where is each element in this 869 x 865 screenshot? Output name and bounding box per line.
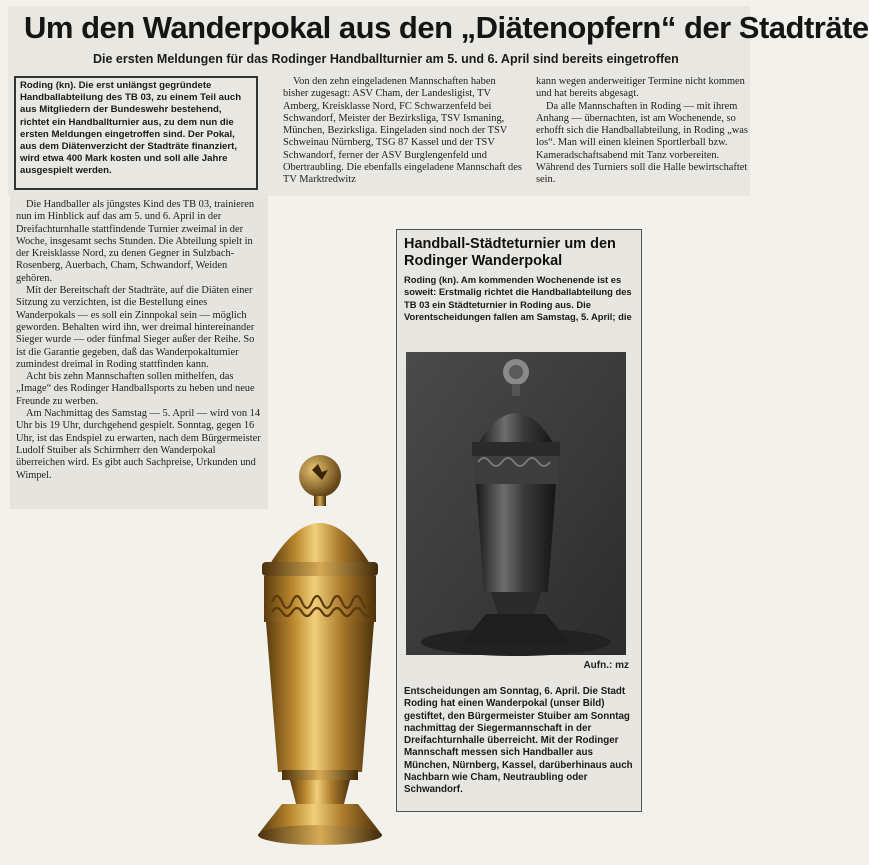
article-subheadline: Die ersten Meldungen für das Rodinger Handballturnier am 5. und 6. April sind bereits eingetroffen bbox=[93, 52, 679, 66]
column-paragraph: Acht bis zehn Mannschaften sollen mithelfen, das „Image“ des Rodinger Handballsports zu heben und neue Freunde zu werben. bbox=[16, 371, 255, 407]
clipping-box-article bbox=[396, 229, 642, 812]
clipping-main-article bbox=[8, 6, 869, 196]
trophy-photo bbox=[406, 352, 626, 655]
column-paragraph: Am Nachmittag des Samstag — 5. April — wird von 14 Uhr bis 19 Uhr, durchgehend gespielt. Sonntag, gegen 16 Uhr, ist das Endspiel zu erwarten, nach dem Bürgermeister Ludolf Stuiber als Schirmherr den Wanderpokal überreichen wird. Es gibt auch Sachpreise, Urkunden und Wimpel. bbox=[16, 408, 261, 481]
box-headline: Handball-Städteturnier um den Rodinger Wanderpokal bbox=[404, 236, 616, 269]
clipping-article-continuation bbox=[10, 193, 268, 509]
column-paragraph: Da alle Mannschaften in Roding — mit ihrem Anhang — übernachten, ist am Wochenende, so erhofft sich die Handballabteilung, in Roding „was los“. Man will einen kleinen Sportlerball bzw. Kameradschaftsabend mit Tanz vorbereiten. Während des Turniers soll die Halle bewirtschaftet sein. bbox=[536, 100, 748, 186]
article-lead: Roding (kn). Die erst unlängst gegründete Handballabteilung des TB 03, zu einem Teil auch aus Mitgliedern der Bundeswehr bestehend, richtet ein Handballturnier aus, zu dem nun die ersten Meldungen eingetroffen sind. Der Pokal, aus dem Diätenverzicht der Stadträte finanziert, wird etwa 400 Mark kosten und soll alle Jahre ausgespielt werden. bbox=[14, 76, 258, 190]
trophy-photo-icon bbox=[406, 352, 626, 655]
trophy-color-icon bbox=[252, 452, 388, 847]
box-intro: Roding (kn). Am kommenden Wochenende ist es soweit: Erstmalig richtet die Handballabteilung des TB 03 ein Städteturnier in Roding aus. Die Vorentscheidungen fallen am Samstag, 5. April; die bbox=[404, 274, 632, 322]
column-paragraph: Von den zehn eingeladenen Mannschaften haben bisher zugesagt: ASV Cham, der Landesligist, TV Amberg, Kreisklasse Nord, FC Schwarzenfeld bei Schwandorf, Meister der Bezirksliga, TSV Ismaning, München, Bezirksliga. Eingeladen sind noch der TSV Schweinau Nürnberg, TSG 87 Kassel und der TSV Schwandorf, ferner der ASV Burglengenfeld und Obertraubling. Die ebenfalls eingeladene Mannschaft des TV Marktredwitz bbox=[283, 76, 522, 186]
article-column-middle bbox=[283, 76, 523, 194]
article-headline: Um den Wanderpokal aus den „Diätenopfern“ der Stadträte bbox=[24, 10, 869, 45]
trophy-picture bbox=[252, 452, 388, 847]
photo-credit: Aufn.: mz bbox=[583, 660, 629, 671]
column-paragraph: kann wegen anderweitiger Termine nicht kommen und hat bereits abgesagt. bbox=[536, 76, 745, 100]
article-column-left bbox=[16, 199, 264, 505]
column-paragraph: Mit der Bereitschaft der Stadträte, auf die Diäten einer Sitzung zu verzichten, ist die Bestellung eines Wanderpokals — es soll ein Zinnpokal sein — möglich geworden. Behalten wird ihn, wer dreimal hintereinander Sieger wurde — oder fünfmal Sieger außer der Reihe. So ist die Garantie gegeben, daß das Wanderpokalturnier zumindest dreimal in Roding stattfinden kann. bbox=[16, 285, 255, 370]
box-body: Entscheidungen am Sonntag, 6. April. Die Stadt Roding hat einen Wanderpokal (unser Bild) gestiftet, den Bürgermeister Stuiber am Sonntag nachmittag der Siegermannschaft in der Dreifachturnhalle überreicht. Mit der Rodinger Mannschaft messen sich Handballer aus München, Nürnberg, Kassel, darüberhinaus auch Nachbarn wie Cham, Neutraubling oder Schwandorf. bbox=[404, 686, 633, 796]
column-paragraph: Die Handballer als jüngstes Kind des TB 03, trainieren nun im Hinblick auf das am 5. und 6. April in der Dreifachturnhalle stattfindende Turnier zweimal in der Woche, insgesamt sechs Stunden. Die Abteilung spielt in der Kreisklasse Nord, zu denen Gegner in Sulzbach-Rosenberg, Auerbach, Cham, Schwandorf, Weiden gehören. bbox=[16, 199, 255, 284]
article-column-right bbox=[536, 76, 754, 194]
